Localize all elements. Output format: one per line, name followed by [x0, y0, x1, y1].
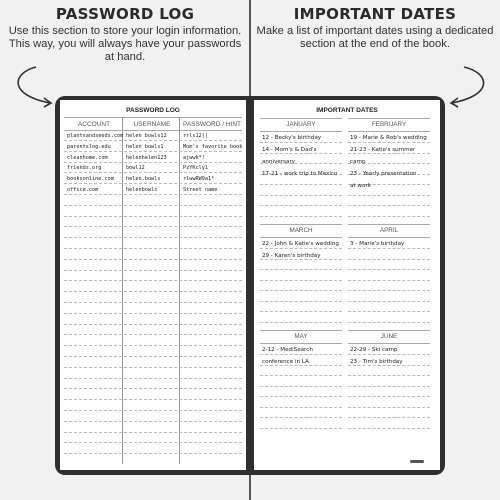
date-rule: [260, 322, 342, 323]
row-rule: [64, 248, 242, 249]
row-rule: [64, 356, 242, 357]
date-rule: [260, 184, 342, 185]
right-arrow-icon: [440, 65, 495, 110]
date-entry: 22 - John & Katie's wedding: [262, 241, 339, 247]
date-rule: [348, 205, 430, 206]
date-entry: 2-12 - MediSearch: [262, 347, 313, 353]
table-cell: Mom's favorite book: [183, 143, 243, 150]
row-rule: [64, 151, 242, 152]
row-rule: [64, 226, 242, 227]
row-rule: [64, 345, 242, 346]
date-rule: [260, 396, 342, 397]
row-rule: [64, 205, 242, 206]
month-header: MAY: [294, 333, 308, 340]
date-entry: 17-21 - work trip to Mexico: [262, 171, 338, 177]
date-rule: [348, 195, 430, 196]
row-rule: [64, 367, 242, 368]
column-header-username: USERNAME: [133, 121, 171, 128]
row-rule: [64, 302, 242, 303]
date-rule: [348, 259, 430, 260]
row-rule: [64, 442, 242, 443]
row-rule: [64, 324, 242, 325]
date-entry: 23 - Yearly presentation: [350, 171, 417, 177]
row-rule: [64, 270, 242, 271]
row-rule: [64, 421, 242, 422]
month-header-line: [260, 237, 342, 238]
date-rule: [260, 311, 342, 312]
right-description: Make a list of important dates using a dedicated section at the end of the book.: [256, 25, 494, 50]
row-rule: [64, 334, 242, 335]
date-rule: [260, 248, 342, 249]
date-rule: [348, 142, 430, 143]
month-header: FEBRUARY: [371, 121, 407, 128]
date-rule: [260, 407, 342, 408]
date-rule: [260, 269, 342, 270]
row-rule: [64, 291, 242, 292]
month-header-line: [260, 131, 342, 132]
row-rule: [64, 280, 242, 281]
bookmark-ribbon: [410, 460, 424, 463]
row-rule: [64, 313, 242, 314]
month-header: MARCH: [289, 227, 313, 234]
left-heading: PASSWORD LOG: [55, 5, 195, 23]
table-cell: helenbowls: [126, 187, 158, 193]
date-entry: anniversary: [262, 159, 296, 165]
date-rule: [348, 290, 430, 291]
table-cell: rlwwRW9a1*: [183, 176, 215, 183]
date-rule: [348, 354, 430, 355]
date-rule: [348, 407, 430, 408]
table-cell: ajwwk*!: [183, 154, 205, 161]
row-rule: [64, 432, 242, 433]
row-rule: [64, 237, 242, 238]
date-rule: [260, 386, 342, 387]
date-entry: 14 - Mom's & Dad's: [262, 147, 317, 153]
date-entry: camp: [350, 159, 366, 165]
date-entry: 22-29 - Ski camp: [350, 347, 398, 353]
date-entry: 3 - Marie's birthday: [350, 241, 405, 247]
date-rule: [348, 216, 430, 217]
month-header-line: [348, 131, 430, 132]
table-cell: helen bowls1: [126, 143, 164, 150]
month-top-line: [260, 224, 342, 225]
row-rule: [64, 410, 242, 411]
right-heading: IMPORTANT DATES: [293, 5, 457, 23]
date-rule: [260, 301, 342, 302]
header-bottom-line: [64, 130, 242, 131]
date-entry: 19 - Marie & Rob's wedding: [350, 135, 427, 141]
date-entry: conference in LA: [262, 359, 309, 365]
month-header: APRIL: [379, 227, 399, 234]
row-rule: [64, 140, 242, 141]
header-top-line: [64, 117, 242, 118]
date-rule: [260, 216, 342, 217]
row-rule: [64, 259, 242, 260]
date-rule: [348, 280, 430, 281]
date-rule: [260, 195, 342, 196]
column-header-account: ACCOUNT: [77, 121, 111, 128]
table-cell: PzYKcly1: [183, 165, 208, 172]
month-header-line: [260, 343, 342, 344]
table-cell: booksonline.com: [67, 176, 114, 183]
month-header: JUNE: [380, 333, 398, 340]
date-rule: [348, 396, 430, 397]
date-entry: at work: [350, 183, 371, 189]
date-rule: [348, 386, 430, 387]
month-top-line: [348, 330, 430, 331]
date-entry: 23 - Tim's birthday: [350, 359, 403, 365]
table-cell: rrls12((: [183, 133, 208, 139]
month-header-line: [348, 237, 430, 238]
date-rule: [348, 301, 430, 302]
column-header-password: PASSWORD / HINT: [182, 121, 242, 128]
month-top-line: [348, 118, 430, 119]
table-cell: helenhelen123: [126, 154, 167, 161]
row-rule: [64, 183, 242, 184]
table-cell: helen.bowls: [126, 176, 161, 183]
table-cell: friends.org: [67, 165, 102, 172]
month-header: JANUARY: [286, 121, 316, 128]
date-rule: [260, 142, 342, 143]
password-page-title: PASSWORD LOG: [126, 107, 180, 114]
date-rule: [260, 417, 342, 418]
row-rule: [64, 399, 242, 400]
table-cell: plantsandseeds.com: [67, 133, 124, 139]
table-cell: bowl12: [126, 165, 145, 172]
date-rule: [348, 322, 430, 323]
row-rule: [64, 378, 242, 379]
important-dates-page: [254, 100, 440, 470]
table-cell: helen bowls12: [126, 133, 167, 139]
date-rule: [348, 428, 430, 429]
row-rule: [64, 194, 242, 195]
date-rule: [260, 354, 342, 355]
date-rule: [260, 205, 342, 206]
month-top-line: [348, 224, 430, 225]
date-rule: [348, 417, 430, 418]
dates-page-title: IMPORTANT DATES: [316, 107, 378, 114]
date-rule: [348, 311, 430, 312]
row-rule: [64, 172, 242, 173]
table-cell: Street name: [183, 187, 218, 193]
date-entry: 12 - Becky's birthday: [262, 135, 322, 141]
date-entry: 29 - Karen's birthday: [262, 253, 321, 259]
date-rule: [348, 269, 430, 270]
month-top-line: [260, 118, 342, 119]
date-rule: [260, 290, 342, 291]
row-rule: [64, 453, 242, 454]
date-rule: [260, 280, 342, 281]
table-cell: cleanhome.com: [67, 154, 108, 161]
month-header-line: [348, 343, 430, 344]
row-rule: [64, 162, 242, 163]
date-rule: [260, 428, 342, 429]
left-description: Use this section to store your login information. This way, you will always have your passwords at hand.: [8, 25, 242, 63]
date-rule: [348, 375, 430, 376]
row-rule: [64, 388, 242, 389]
table-cell: parentslog.edu: [67, 143, 111, 150]
date-rule: [348, 248, 430, 249]
row-rule: [64, 216, 242, 217]
date-entry: 21-23 - Katie's summer: [350, 147, 416, 153]
table-cell: office.com: [67, 187, 99, 193]
month-top-line: [260, 330, 342, 331]
date-rule: [260, 375, 342, 376]
